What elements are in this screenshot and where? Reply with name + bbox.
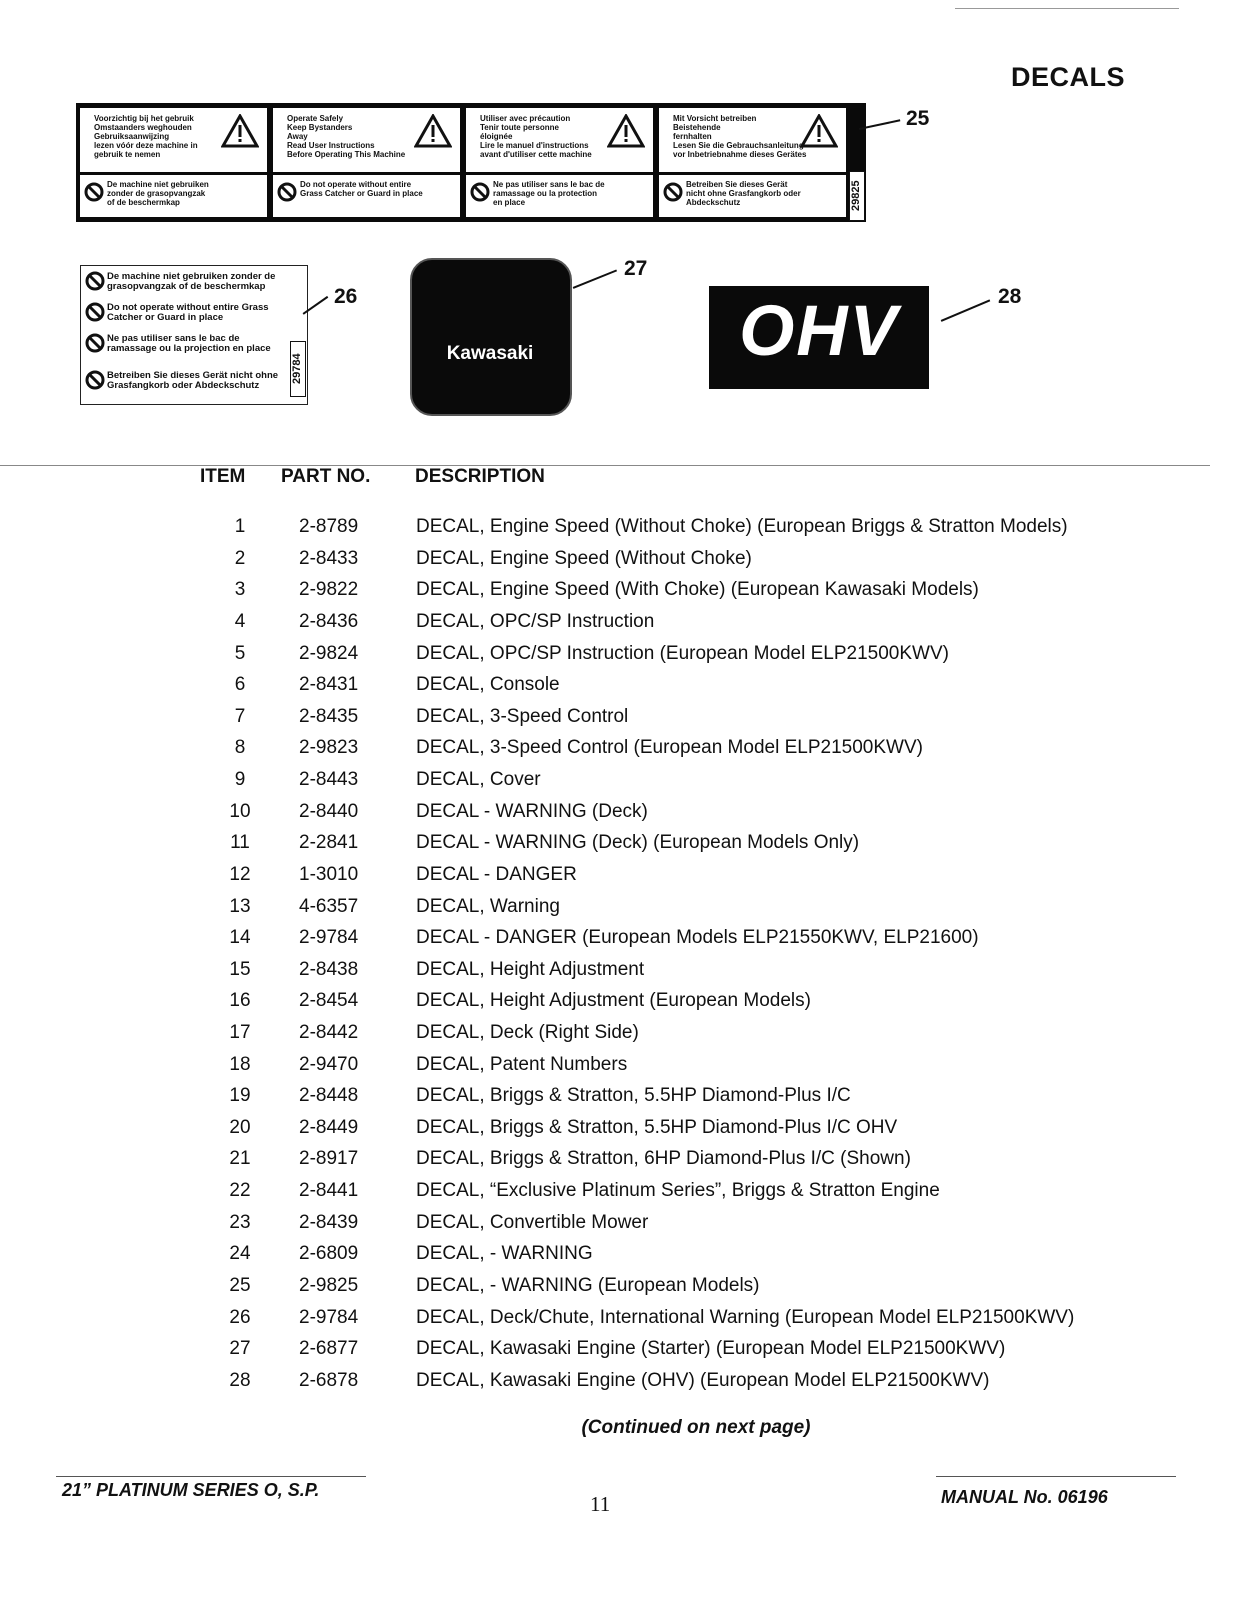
table-row [0,1180,1237,1212]
table-row [0,801,1237,833]
table-row [0,611,1237,643]
ohv-logo-text: OHV [739,292,899,371]
part-number: 2-8442 [299,1022,359,1043]
table-row [0,1338,1237,1370]
panel-text: Tenir toute personne [480,123,559,132]
panel-text: Ne pas utiliser sans le bac de [493,180,605,189]
table-row [0,643,1237,675]
table-row [0,1275,1237,1307]
item-number: 12 [229,864,251,885]
panel-text: Read User Instructions [287,141,375,150]
footer-rule-right [936,1476,1176,1477]
page-title: DECALS [1010,62,1125,92]
table-row [0,674,1237,706]
panel-text: Voorzichtig bij het gebruik [94,114,194,123]
footer-rule-left [56,1476,366,1477]
description: DECAL, Deck/Chute, International Warning (European Model ELP21500KWV) [416,1307,1075,1328]
item-number: 18 [229,1054,251,1075]
panel-text: fernhalten [673,132,712,141]
table-row [0,1085,1237,1117]
table-row [0,737,1237,769]
table-row [0,516,1237,548]
part-number: 2-9784 [299,1307,359,1328]
panel-text: Lesen Sie die Gebrauchsanleitung [673,141,804,150]
description: DECAL - WARNING (Deck) (European Models Only) [416,832,860,853]
description: DECAL, Convertible Mower [416,1212,649,1233]
decal-25-panel-dutch [80,108,267,217]
item-number: 19 [229,1085,251,1106]
prohibited-icon [85,302,105,322]
part-number: 2-9784 [299,927,359,948]
description: DECAL, Kawasaki Engine (Starter) (European Model ELP21500KWV) [416,1338,1006,1359]
callout-26: 26 [334,285,358,308]
item-number: 24 [229,1243,251,1264]
warning-triangle-icon [800,114,838,148]
table-row [0,1212,1237,1244]
item-number: 13 [229,896,251,917]
table-row [0,1370,1237,1402]
item-number: 8 [234,737,246,758]
item-number: 17 [229,1022,251,1043]
part-number: 2-9823 [299,737,359,758]
table-row [0,579,1237,611]
panel-text: vor Inbetriebnahme dieses Gerätes [673,150,807,159]
warning-triangle-icon [221,114,259,148]
decal-26-international-warning [80,265,308,405]
panel-text: gebruik te nemen [94,150,161,159]
footer-manual-number: MANUAL No. 06196 [941,1487,1108,1507]
table-row [0,990,1237,1022]
item-number: 1 [234,516,246,537]
table-row [0,1054,1237,1086]
decal-25-panel-french [466,108,653,217]
table-row [0,959,1237,991]
description: DECAL, Briggs & Stratton, 5.5HP Diamond-Plus I/C OHV [416,1117,898,1138]
footer-series: 21” PLATINUM SERIES O, S.P. [62,1480,320,1500]
part-number: 2-8443 [299,769,359,790]
decal-26-code: 29784 [290,341,306,397]
panel-text: Before Operating This Machine [287,150,406,159]
item-number: 25 [229,1275,251,1296]
panel-text: ramassage ou la protection [493,189,598,198]
prohibited-icon [470,182,490,202]
top-rule [955,8,1179,9]
panel-text: of de beschermkap [107,198,180,207]
item-number: 15 [229,959,251,980]
panel-text: lezen vóór deze machine in [94,141,198,150]
description: DECAL, Patent Numbers [416,1054,628,1075]
item-number: 7 [234,706,246,727]
table-row [0,548,1237,580]
item-number: 23 [229,1212,251,1233]
decal-25-code: 29825 [849,171,865,221]
prohibited-icon [85,271,105,291]
panel-text: Do not operate without entire [300,180,412,189]
item-number: 26 [229,1307,251,1328]
description: DECAL, Engine Speed (Without Choke) (European Briggs & Stratton Models) [416,516,1068,537]
header-item: ITEM [200,466,246,487]
panel-text: Gebruiksaanwijzing [94,132,170,141]
table-row [0,706,1237,738]
part-number: 2-2841 [299,832,359,853]
panel-text: Omstaanders weghouden [94,123,192,132]
item-number: 22 [229,1180,251,1201]
table-row [0,927,1237,959]
panel-text: Grass Catcher or Guard in place [300,189,423,198]
item-number: 9 [234,769,246,790]
panel-text: en place [493,198,526,207]
item-number: 4 [234,611,246,632]
item-number: 27 [229,1338,251,1359]
callout-25: 25 [906,107,930,130]
part-number: 1-3010 [299,864,359,885]
description: DECAL, 3-Speed Control [416,706,629,727]
callout-28: 28 [998,285,1022,308]
warning-triangle-icon [414,114,452,148]
prohibited-icon [84,182,104,202]
description: DECAL - DANGER (European Models ELP21550KWV, ELP21600) [416,927,979,948]
panel-text: nicht ohne Grasfangkorb oder [686,189,801,198]
part-number: 2-8435 [299,706,359,727]
description: DECAL, Height Adjustment [416,959,645,980]
panel-text: Beistehende [673,123,721,132]
part-number: 2-8440 [299,801,359,822]
panel-text: Keep Bystanders [287,123,353,132]
part-number: 2-6877 [299,1338,359,1359]
panel-text: Abdeckschutz [686,198,741,207]
part-number: 2-8454 [299,990,359,1011]
panel-text: Lire le manuel d'instructions [480,141,589,150]
panel-text: éloignée [480,132,513,141]
item-number: 6 [234,674,246,695]
part-number: 2-8436 [299,611,359,632]
panel-text: zonder de grasopvangzak [107,189,206,198]
part-number: 2-8439 [299,1212,359,1233]
table-row [0,1307,1237,1339]
decal-26-text: Betreiben Sie dieses Gerät nicht ohne Grasfangkorb oder Abdeckschutz [107,370,279,391]
description: DECAL, Console [416,674,560,695]
description: DECAL, Height Adjustment (European Models) [416,990,811,1011]
table-row [0,1243,1237,1275]
panel-text: avant d'utiliser cette machine [480,150,592,159]
panel-text: De machine niet gebruiken [107,180,209,189]
table-rule [0,465,1210,466]
description: DECAL - WARNING (Deck) [416,801,648,822]
item-number: 10 [229,801,251,822]
item-number: 21 [229,1148,251,1169]
part-number: 4-6357 [299,896,359,917]
description: DECAL, Kawasaki Engine (OHV) (European Model ELP21500KWV) [416,1370,990,1391]
decal-25-warning-strip [76,103,866,222]
part-number: 2-8448 [299,1085,359,1106]
part-number: 2-6809 [299,1243,359,1264]
warning-triangle-icon [607,114,645,148]
prohibited-icon [663,182,683,202]
part-number: 2-8449 [299,1117,359,1138]
item-number: 16 [229,990,251,1011]
description: DECAL, Engine Speed (With Choke) (European Kawasaki Models) [416,579,979,600]
description: DECAL, - WARNING [416,1243,593,1264]
description: DECAL, - WARNING (European Models) [416,1275,760,1296]
decal-25-panel-german [659,108,846,217]
panel-text: Utiliser avec précaution [480,114,571,123]
continued-note: (Continued on next page) [581,1417,811,1438]
table-row [0,1117,1237,1149]
description: DECAL, OPC/SP Instruction (European Model ELP21500KWV) [416,643,949,664]
item-number: 28 [229,1370,251,1391]
table-row [0,832,1237,864]
decal-26-text: De machine niet gebruiken zonder de grasopvangzak of de beschermkap [107,271,276,292]
part-number: 2-8433 [299,548,359,569]
item-number: 11 [230,832,250,853]
decal-27-kawasaki-starter [410,258,572,416]
panel-text: Away [287,132,308,141]
part-number: 2-8917 [299,1148,359,1169]
part-number: 2-9470 [299,1054,359,1075]
decal-26-text: Do not operate without entire Grass Catcher or Guard in place [107,302,269,323]
header-part-no: PART NO. [281,466,371,487]
part-number: 2-9825 [299,1275,359,1296]
description: DECAL, Warning [416,896,560,917]
item-number: 20 [229,1117,251,1138]
prohibited-icon [277,182,297,202]
panel-text: Operate Safely [287,114,344,123]
part-number: 2-8789 [299,516,359,537]
table-row [0,1022,1237,1054]
description: DECAL, Deck (Right Side) [416,1022,639,1043]
item-number: 2 [234,548,246,569]
item-number: 14 [229,927,251,948]
prohibited-icon [85,370,105,390]
prohibited-icon [85,333,105,353]
table-row [0,1148,1237,1180]
description: DECAL, Engine Speed (Without Choke) [416,548,752,569]
part-number: 2-9822 [299,579,359,600]
part-number: 2-8438 [299,959,359,980]
table-row [0,769,1237,801]
kawasaki-logo-text: Kawasaki [446,343,534,364]
description: DECAL, Briggs & Stratton, 6HP Diamond-Plus I/C (Shown) [416,1148,911,1169]
header-description: DESCRIPTION [415,466,545,487]
item-number: 3 [234,579,246,600]
callout-leader-27 [573,269,617,288]
decal-25-panel-english [273,108,460,217]
part-number: 2-9824 [299,643,359,664]
callout-27: 27 [624,257,648,280]
page-number: 11 [590,1492,611,1516]
description: DECAL, OPC/SP Instruction [416,611,655,632]
description: DECAL, Briggs & Stratton, 5.5HP Diamond-Plus I/C [416,1085,851,1106]
description: DECAL, Cover [416,769,541,790]
part-number: 2-8431 [299,674,359,695]
panel-text: Betreiben Sie dieses Gerät [686,180,788,189]
table-row [0,864,1237,896]
decal-26-text: Ne pas utiliser sans le bac de ramassage ou la projection en place [107,333,271,354]
description: DECAL, “Exclusive Platinum Series”, Briggs & Stratton Engine [416,1180,940,1201]
table-row [0,896,1237,928]
item-number: 5 [234,643,246,664]
part-number: 2-6878 [299,1370,359,1391]
description: DECAL - DANGER [416,864,577,885]
callout-leader-28 [941,299,990,321]
part-number: 2-8441 [299,1180,359,1201]
panel-text: Mit Vorsicht betreiben [673,114,757,123]
description: DECAL, 3-Speed Control (European Model ELP21500KWV) [416,737,923,758]
